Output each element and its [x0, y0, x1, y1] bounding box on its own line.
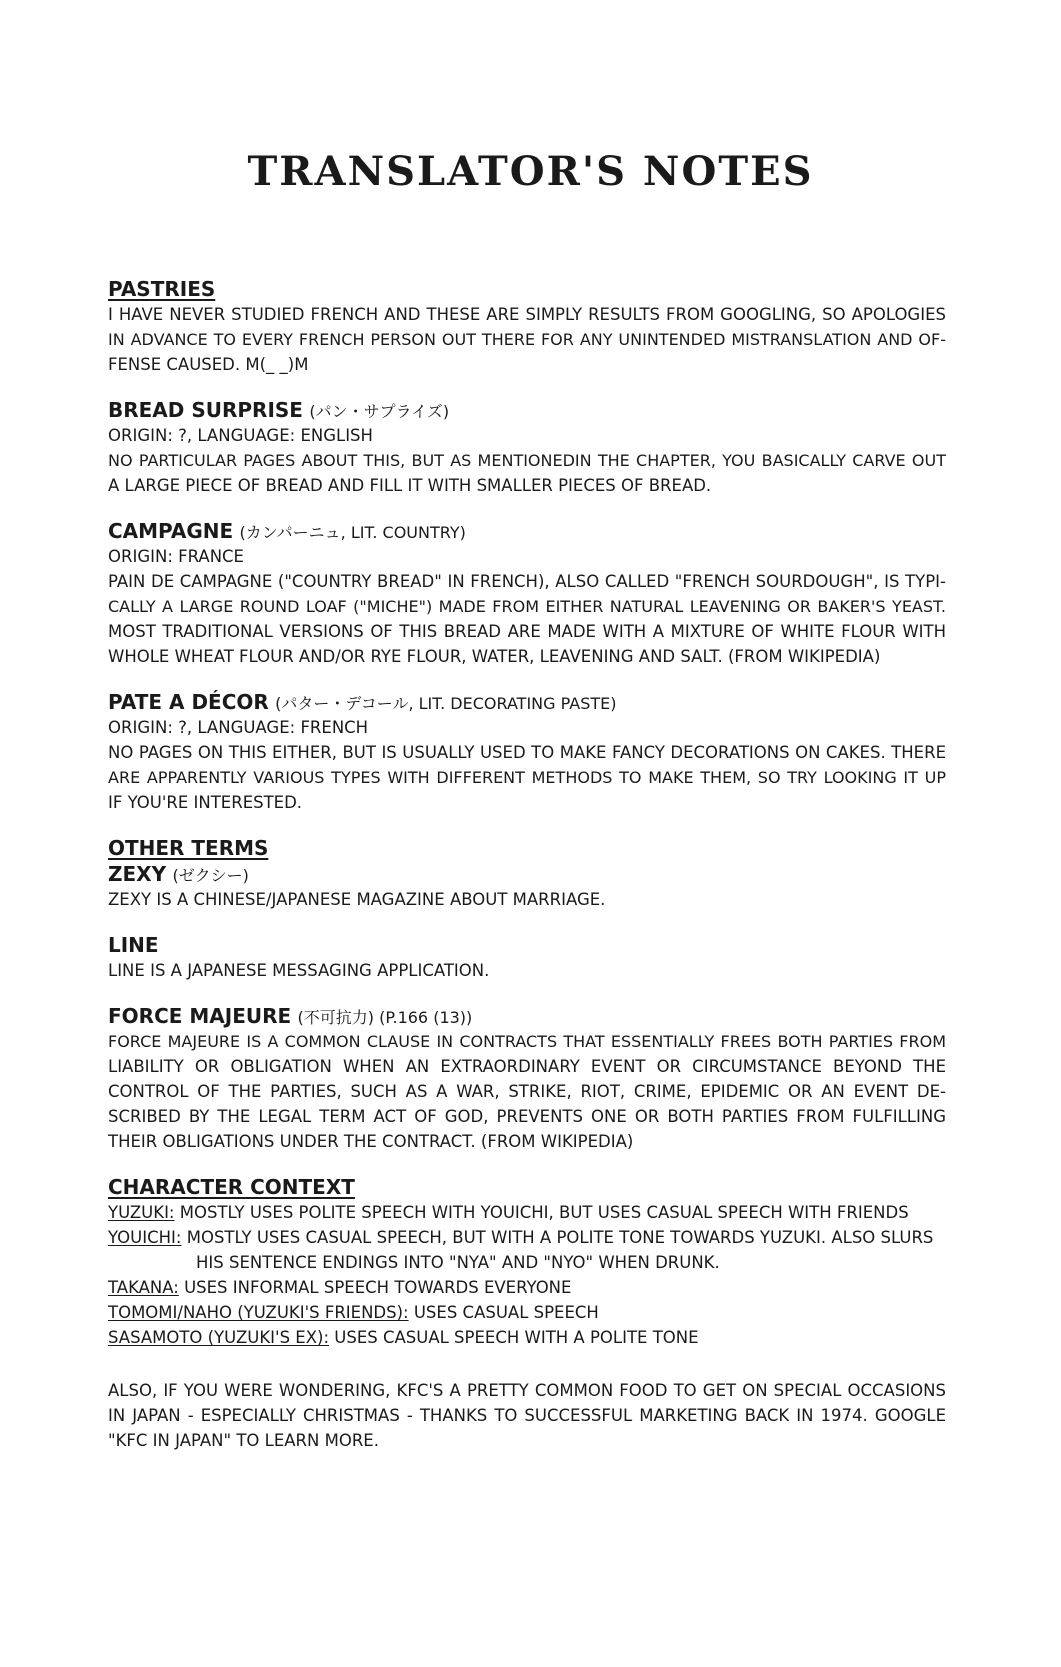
character-entry: [108, 1200, 946, 1225]
term-note: (カンパーニュ, LIT. COUNTRY): [239, 523, 466, 542]
term-body-line: WHOLE WHEAT FLOUR AND/OR RYE FLOUR, WATER, LEAVENING AND SALT. (FROM WIKIPEDIA): [108, 647, 881, 666]
term-heading-line: [108, 932, 946, 958]
term-note: (パター・デコール, LIT. DECORATING PASTE): [275, 694, 617, 713]
page-title: TRANSLATOR'S NOTES: [247, 148, 814, 195]
term-title: BREAD SURPRISE: [108, 398, 303, 422]
term-note: (不可抗力) (P.166 (13)): [297, 1008, 473, 1027]
section-heading-character-context: CHARACTER CONTEXT: [108, 1175, 355, 1199]
term-body-line: NO PAGES ON THIS EITHER, BUT IS USUALLY USED TO MAKE FANCY DECORATIONS ON CAKES. THERE: [108, 743, 946, 762]
notes-content: [108, 276, 946, 1453]
closing-line: "KFC IN JAPAN" TO LEARN MORE.: [108, 1431, 379, 1450]
term-title: CAMPAGNE: [108, 519, 234, 543]
character-name: TAKANA:: [108, 1278, 179, 1297]
term-body-line: PAIN DE CAMPAGNE ("COUNTRY BREAD" IN FRENCH), ALSO CALLED "FRENCH SOURDOUGH", IS TYPI-: [108, 572, 946, 591]
term-body-line: MOST TRADITIONAL VERSIONS OF THIS BREAD ARE MADE WITH A MIXTURE OF WHITE FLOUR WITH: [108, 622, 946, 641]
character-entry: [108, 1325, 946, 1350]
character-description-continued: HIS SENTENCE ENDINGS INTO "NYA" AND "NYO" WHEN DRUNK.: [196, 1253, 720, 1272]
term-origin: ORIGIN: ?, LANGUAGE: FRENCH: [108, 718, 369, 737]
section-heading-pastries: PASTRIES: [108, 277, 216, 301]
term-body-line: ZEXY IS A CHINESE/JAPANESE MAGAZINE ABOUT MARRIAGE.: [108, 890, 606, 909]
term-heading-campagne: [108, 518, 946, 544]
term-heading-pate-a-decor: [108, 689, 946, 715]
term-body-line: SCRIBED BY THE LEGAL TERM ACT OF GOD, PREVENTS ONE OR BOTH PARTIES FROM FULFILLING: [108, 1107, 946, 1126]
character-entry: [108, 1275, 946, 1300]
term-origin: ORIGIN: FRANCE: [108, 547, 244, 566]
closing-line: ALSO, IF YOU WERE WONDERING, KFC'S A PRETTY COMMON FOOD TO GET ON SPECIAL OCCASIONS: [108, 1381, 946, 1400]
term-origin: ORIGIN: ?, LANGUAGE: ENGLISH: [108, 426, 373, 445]
term-title: ZEXY: [108, 862, 167, 886]
term-body-line: FORCE MAJEURE IS A COMMON CLAUSE IN CONTRACTS THAT ESSENTIALLY FREES BOTH PARTIES FROM: [108, 1032, 946, 1051]
character-name: YUZUKI:: [108, 1203, 175, 1222]
character-name: TOMOMI/NAHO (YUZUKI'S FRIENDS):: [108, 1303, 409, 1322]
term-body-line: LINE IS A JAPANESE MESSAGING APPLICATION.: [108, 961, 490, 980]
character-entry: [108, 1300, 946, 1325]
character-description: USES CASUAL SPEECH WITH A POLITE TONE: [334, 1328, 699, 1347]
character-description: USES INFORMAL SPEECH TOWARDS EVERYONE: [184, 1278, 572, 1297]
term-body-line: CALLY A LARGE ROUND LOAF ("MICHE") MADE FROM EITHER NATURAL LEAVENING OR BAKER'S YEAST.: [108, 597, 946, 616]
character-description: MOSTLY USES POLITE SPEECH WITH YOUICHI, BUT USES CASUAL SPEECH WITH FRIENDS: [179, 1203, 909, 1222]
term-note: (ゼクシー): [172, 866, 249, 885]
term-body-line: ARE APPARENTLY VARIOUS TYPES WITH DIFFERENT METHODS TO MAKE THEM, SO TRY LOOKING IT UP: [108, 768, 946, 787]
pastries-intro-line: FENSE CAUSED. M(_ _)M: [108, 355, 309, 374]
term-title: PATE A DÉCOR: [108, 690, 269, 714]
term-note: (パン・サプライズ): [309, 402, 450, 421]
term-body-line: LIABILITY OR OBLIGATION WHEN AN EXTRAORDINARY EVENT OR CIRCUMSTANCE BEYOND THE: [108, 1057, 946, 1076]
pastries-intro-line: I HAVE NEVER STUDIED FRENCH AND THESE ARE SIMPLY RESULTS FROM GOOGLING, SO APOLOGIES: [108, 305, 946, 324]
term-body-line: NO PARTICULAR PAGES ABOUT THIS, BUT AS MENTIONEDIN THE CHAPTER, YOU BASICALLY CARVE OUT: [108, 451, 946, 470]
character-description: MOSTLY USES CASUAL SPEECH, BUT WITH A POLITE TONE TOWARDS YUZUKI. ALSO SLURS: [186, 1228, 934, 1247]
term-heading-zexy: [108, 861, 946, 887]
character-name: SASAMOTO (YUZUKI'S EX):: [108, 1328, 330, 1347]
section-heading-other-terms: OTHER TERMS: [108, 836, 269, 860]
pastries-intro-line: IN ADVANCE TO EVERY FRENCH PERSON OUT THERE FOR ANY UNINTENDED MISTRANSLATION AND OF-: [108, 330, 946, 349]
character-entry: [108, 1225, 946, 1250]
term-title: FORCE MAJEURE: [108, 1004, 292, 1028]
closing-line: IN JAPAN - ESPECIALLY CHRISTMAS - THANKS TO SUCCESSFUL MARKETING BACK IN 1974. GOOGLE: [108, 1406, 946, 1425]
character-description: USES CASUAL SPEECH: [413, 1303, 599, 1322]
term-heading-force-majeure: [108, 1003, 946, 1029]
term-body-line: A LARGE PIECE OF BREAD AND FILL IT WITH SMALLER PIECES OF BREAD.: [108, 476, 712, 495]
term-body-line: IF YOU'RE INTERESTED.: [108, 793, 303, 812]
term-body-line: CONTROL OF THE PARTIES, SUCH AS A WAR, STRIKE, RIOT, CRIME, EPIDEMIC OR AN EVENT DE-: [108, 1082, 946, 1101]
term-title: LINE: [108, 933, 159, 957]
character-name: YOUICHI:: [108, 1228, 182, 1247]
term-body-line: THEIR OBLIGATIONS UNDER THE CONTRACT. (FROM WIKIPEDIA): [108, 1132, 634, 1151]
term-heading-bread-surprise: [108, 397, 946, 423]
